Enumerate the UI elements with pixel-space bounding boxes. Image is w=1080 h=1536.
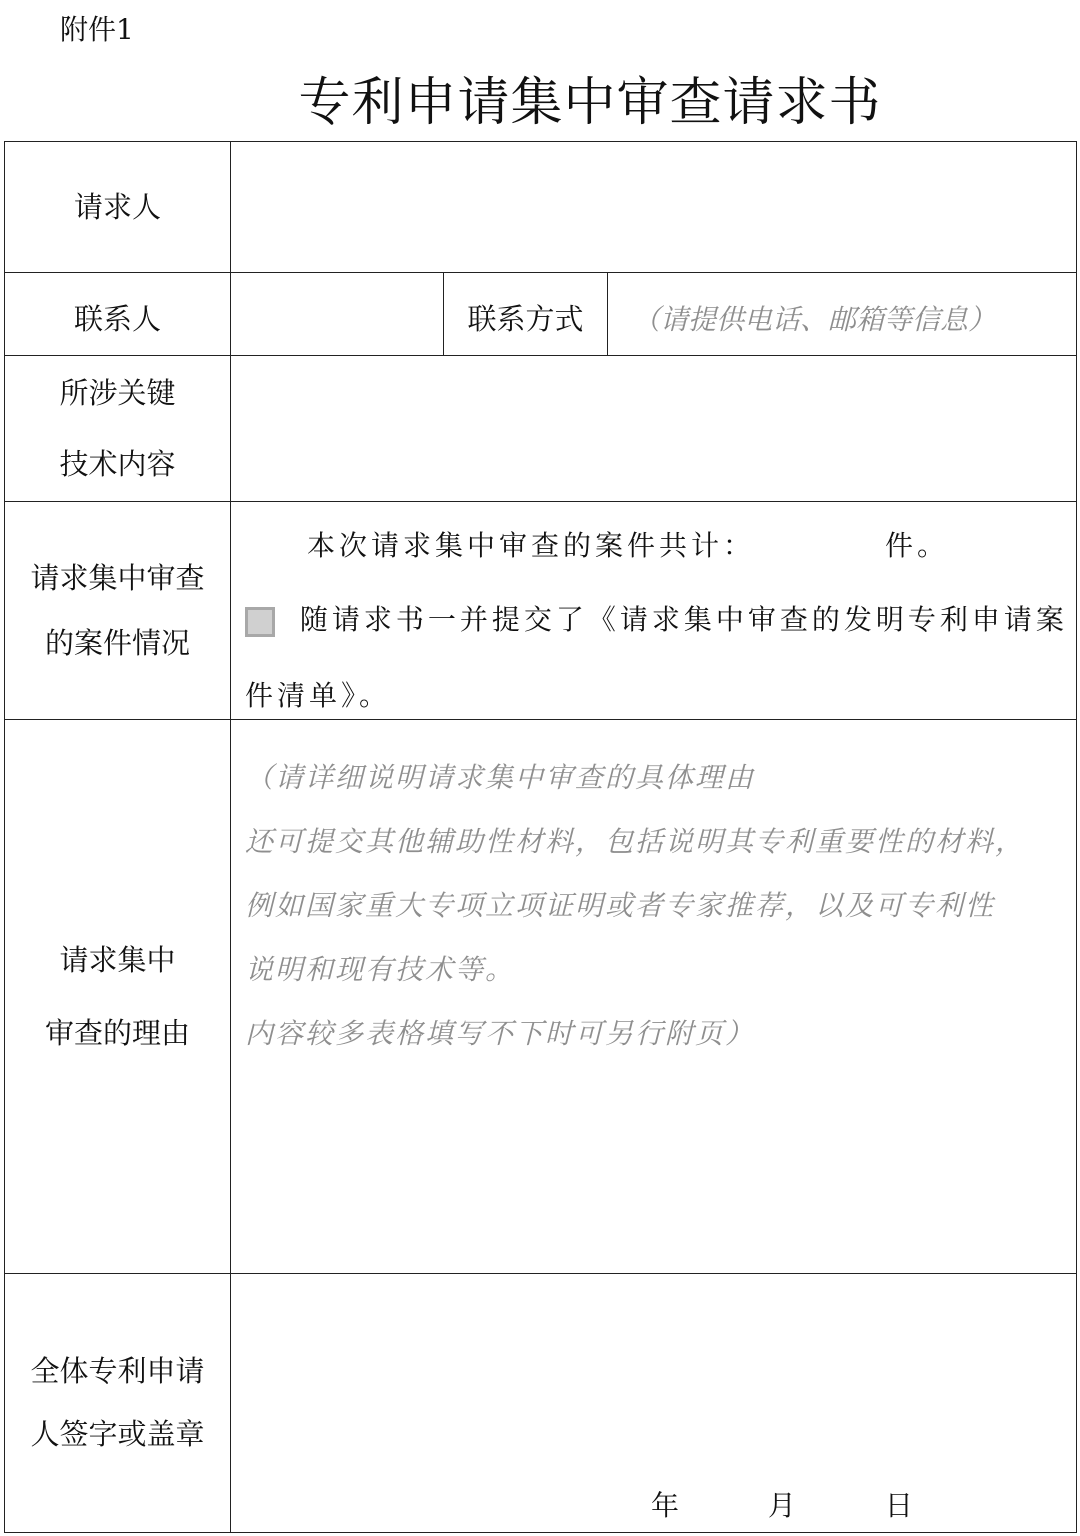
case-list-checkbox[interactable] xyxy=(245,607,275,637)
row-reason xyxy=(5,720,1077,1274)
row-cases xyxy=(5,502,1077,720)
signature-label: 全体专利申请 人签字或盖章 xyxy=(5,1274,231,1533)
reason-hint-line: （请详细说明请求集中审查的具体理由 xyxy=(245,761,756,794)
cases-field xyxy=(231,502,1077,720)
signature-field[interactable] xyxy=(231,1274,1077,1533)
reason-hint xyxy=(231,720,1076,1066)
signature-date xyxy=(231,1484,1076,1532)
contact-method-label: 联系方式 xyxy=(444,273,608,356)
reason-hint-line: 说明和现有技术等。 xyxy=(245,953,516,986)
reason-hint-line: 例如国家重大专项立项证明或者专家推荐，以及可专利性 xyxy=(245,889,996,922)
reason-hint-line: 还可提交其他辅助性材料，包括说明其专利重要性的材料， xyxy=(245,825,1026,858)
reason-hint-line: 内容较多表格填写不下时可另行附页） xyxy=(245,1017,756,1050)
row-signature xyxy=(5,1274,1077,1533)
contact-label: 联系人 xyxy=(5,273,231,356)
date-month: 月 xyxy=(767,1489,796,1522)
technology-field[interactable] xyxy=(231,356,1077,502)
case-list-text-2: 件清单》。 xyxy=(245,679,392,712)
attachment-label: 附件1 xyxy=(60,13,134,46)
reason-label: 请求集中 审查的理由 xyxy=(5,720,231,1274)
case-count-prefix: 本次请求集中审查的案件共计： xyxy=(307,529,756,562)
request-form-table xyxy=(4,141,1077,1533)
reason-field[interactable] xyxy=(231,720,1077,1274)
case-list-checkbox-line xyxy=(245,598,1076,638)
date-year: 年 xyxy=(651,1489,680,1522)
contact-field[interactable] xyxy=(231,273,444,356)
case-count-line xyxy=(245,524,1076,564)
contact-method-hint: （请提供电话、邮箱等信息） xyxy=(632,303,997,336)
contact-method-field[interactable] xyxy=(608,273,1077,356)
case-list-text-1: 随请求书一并提交了《请求集中审查的发明专利申请案 xyxy=(299,603,1068,636)
page-title: 专利申请集中审查请求书 xyxy=(298,73,882,133)
row-requester xyxy=(5,142,1077,273)
case-count-suffix: 件。 xyxy=(885,529,950,562)
technology-label: 所涉关键 技术内容 xyxy=(5,356,231,502)
row-contact xyxy=(5,273,1077,356)
requester-label: 请求人 xyxy=(5,142,231,273)
cases-label: 请求集中审查 的案件情况 xyxy=(5,502,231,720)
date-day: 日 xyxy=(884,1489,913,1522)
row-technology xyxy=(5,356,1077,502)
requester-field[interactable] xyxy=(231,142,1077,273)
